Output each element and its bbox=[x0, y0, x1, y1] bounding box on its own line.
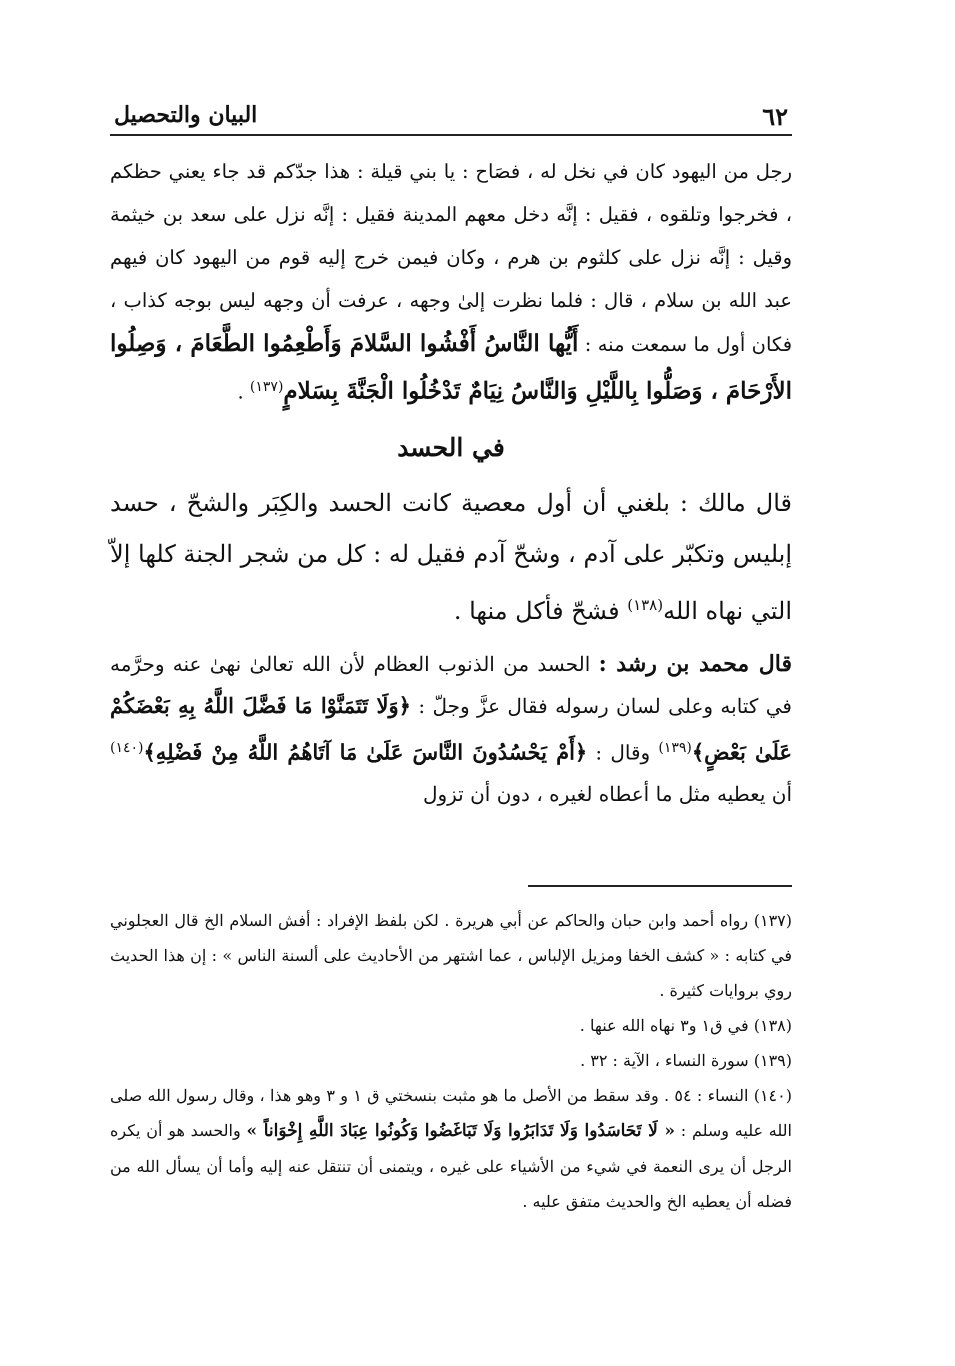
paragraph-3 bbox=[110, 643, 792, 816]
paragraph-1 bbox=[110, 150, 792, 414]
footnote-137 bbox=[110, 903, 792, 1008]
paragraph-2-end: فشحّ فأكل منها . bbox=[453, 596, 628, 625]
footnote-140-hadith: « لَا تَحَاسَدُوا وَلَا تَدَابَرُوا وَلَا تَبَاغَضُوا وَكُونُوا عِبَادَ اللَّهِ إِخْوَاناً » bbox=[246, 1121, 676, 1141]
paragraph-3-text-1: الحسد من الذنوب العظام لأن الله تعالىٰ نهىٰ عنه وحرَّمه في كتابه وعلى لسان رسوله فقال عزَّ وجلّ : bbox=[110, 651, 792, 718]
hadith-text: أَيُّها النَّاسُ أَفْشُوا السَّلامَ وَأَطْعِمُوا الطَّعَامَ ، وَصِلُوا الأَرْحَامَ ، وَصَلُّوا بِاللَّيْلِ وَالنَّاسُ نِيَامٌ تَدْخُلُوا الْجَنَّةَ بِسَلامٍ bbox=[110, 330, 792, 405]
footnote-139 bbox=[110, 1043, 792, 1078]
page-header bbox=[110, 96, 792, 136]
footnote-137-text: رواه أحمد وابن حبان والحاكم عن أبي هريرة . لكن بلفظ الإفراد : أفش السلام الخ قال العجلوني في كتابه : « كشف الخفا ومزيل الإلباس ، عما اشتهر من الأحاديث على ألسنة الناس » : إن هذا الحديث روي بروايات كثيرة . bbox=[110, 911, 793, 1000]
footnote-138-number: (١٣٨) bbox=[753, 1016, 792, 1035]
footnote-ref-137: (١٣٧) bbox=[249, 379, 284, 395]
footnote-138 bbox=[110, 1008, 792, 1043]
footnote-140-text-2: والحسد هو أن يكره الرجل أن يرى النعمة في شيء من الأشياء على غيره ، ويتمنى أن تنتقل عنه إليه وأما أن يسأل الله من فضله أن يعطيه الخ والحديث متفق عليه . bbox=[110, 1121, 792, 1211]
footnote-ref-139: (١٣٩) bbox=[658, 739, 692, 756]
footnote-140-number: (١٤٠) bbox=[753, 1086, 792, 1105]
paragraph-3-text-3: أن يعطيه مثل ما أعطاه لغيره ، دون أن تزول bbox=[422, 782, 792, 807]
footnote-separator bbox=[528, 885, 792, 887]
footnote-ref-138: (١٣٨) bbox=[627, 595, 664, 614]
footnote-139-text: سورة النساء ، الآية : ٣٢ . bbox=[580, 1051, 749, 1070]
footnote-137-number: (١٣٧) bbox=[753, 911, 792, 930]
footnote-139-number: (١٣٩) bbox=[753, 1051, 792, 1070]
quran-verse-2: ﴿أَمْ يَحْسُدُونَ النَّاسَ عَلَىٰ مَا آتَاهُمُ اللَّهُ مِنْ فَضْلِهِ﴾ bbox=[143, 739, 588, 765]
paragraph-1-end: . bbox=[237, 380, 250, 404]
main-text bbox=[110, 150, 792, 815]
paragraph-1-text: رجل من اليهود كان في نخل له ، فصَاح : يا بني قيلة : هذا جدّكم قد جاء يعني حظكم ، فخرجوا وتلقوه ، فقيل : إنَّه دخل معهم المدينة فقيل : إنَّه نزل على سعد بن خيثمة وقيل : إنَّه نزل على كلثوم بن هرم ، وكان فيمن خرج إليه قوم من اليهود كان فيهم عبد الله بن سلام ، قال : فلما نظرت إلىٰ وجهه ، عرفت أن وجهه ليس بوجه كذاب ، فكان أول ما سمعت منه : bbox=[110, 160, 793, 356]
paragraph-2-text: قال مالك : بلغني أن أول معصية كانت الحسد والكِبَر والشحّ ، حسد إبليس وتكبّر على آدم ، وشحّ آدم فقيل له : كل من شجر الجنة كلها إلاّ التي نهاه الله bbox=[110, 488, 792, 625]
section-heading: في الحسد bbox=[397, 432, 505, 462]
speaker-label: قال محمد بن رشد : bbox=[598, 650, 792, 677]
paragraph-2 bbox=[110, 478, 792, 637]
quran-verse-1: ﴿وَلَا تَتَمَنَّوْا مَا فَضَّلَ اللَّهُ بِهِ بَعْضَكُمْ عَلَىٰ بَعْضٍ﴾ bbox=[110, 692, 792, 765]
page-number: ٦٢ bbox=[762, 102, 788, 131]
footnotes bbox=[110, 903, 792, 1219]
footnote-140 bbox=[110, 1078, 792, 1219]
footnote-140-text-1: النساء : ٥٤ . وقد سقط من الأصل ما هو مثبت بنسختي ق ١ و ٣ وهو هذا ، وقال رسول الله صلى الله عليه وسلم : bbox=[110, 1086, 792, 1140]
running-title: البيان والتحصيل bbox=[114, 102, 258, 128]
footnote-138-text: في ق١ و٣ نهاه الله عنها . bbox=[579, 1016, 749, 1035]
footnote-ref-140: (١٤٠) bbox=[110, 739, 144, 756]
paragraph-3-text-2: وقال : bbox=[587, 740, 659, 765]
